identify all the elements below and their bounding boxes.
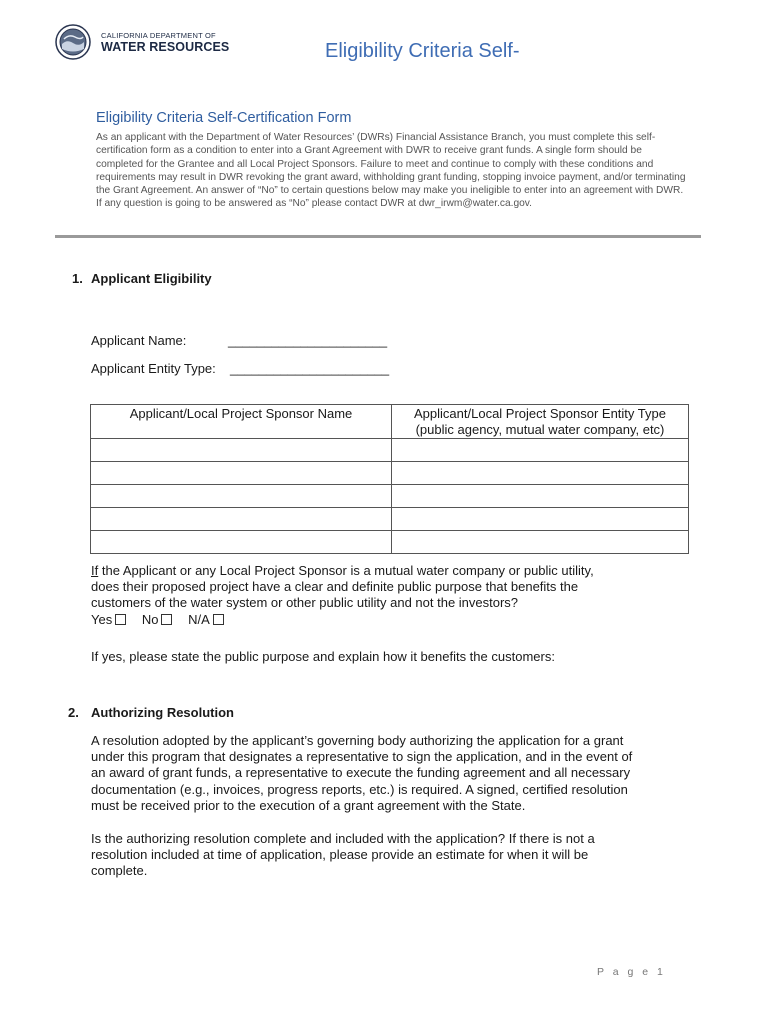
applicant-entity-type-field[interactable]: ______________________ [230,361,390,376]
table-row [91,485,689,508]
org-name-line1: CALIFORNIA DEPARTMENT OF [101,31,216,40]
table-header-row [91,405,689,439]
public-purpose-prompt: If yes, please state the public purpose and explain how it benefits the customers: [91,649,555,664]
page-number: P a g e 1 [597,966,666,978]
table-row [91,462,689,485]
sponsor-name-cell[interactable] [91,462,392,485]
entity-type-cell[interactable] [392,508,689,531]
applicant-entity-type-label: Applicant Entity Type: [91,361,216,376]
column-header-entity-type [392,405,689,439]
applicant-name-field[interactable]: ______________________ [228,333,388,348]
section-divider [55,235,701,238]
document-title: Eligibility Criteria Self- [325,40,520,62]
sponsor-name-cell[interactable] [91,531,392,554]
yes-checkbox[interactable] [115,614,126,625]
sponsor-name-cell[interactable] [91,508,392,531]
applicant-name-label: Applicant Name: [91,333,187,348]
entity-type-cell[interactable] [392,485,689,508]
resolution-question-line: complete. [91,863,148,879]
resolution-line: documentation (e.g., invoices, progress reports, etc.) is required. A signed, certified resolution [91,781,628,797]
resolution-line: under this program that designates a representative to sign the application, and in the event of [91,749,633,765]
question-line-2: does their proposed project have a clear and definite public purpose that benefits the [91,579,579,595]
table-row [91,508,689,531]
resolution-paragraph [91,733,691,814]
column-header-entity-type-line2: (public agency, mutual water company, etc) [415,422,665,437]
resolution-line: A resolution adopted by the applicant’s governing body authorizing the application for a grant [91,733,624,748]
question-line-1-rest: the Applicant or any Local Project Sponsor is a mutual water company or public utility, [98,563,594,578]
section-1-title: Applicant Eligibility [91,271,212,286]
section-2-title: Authorizing Resolution [91,705,234,720]
sponsor-table [90,404,689,554]
table-row [91,531,689,554]
org-name-line2: WATER RESOURCES [101,40,230,54]
option-na-label: N/A [188,611,210,627]
answer-options [91,612,671,628]
section-1-number: 1. [72,271,83,286]
section-2-number: 2. [68,705,79,720]
entity-type-cell[interactable] [392,462,689,485]
resolution-question [91,831,691,880]
no-checkbox[interactable] [161,614,172,625]
na-checkbox[interactable] [213,614,224,625]
resolution-line: must be received prior to the execution of a grant agreement with the State. [91,797,526,813]
column-header-sponsor-name: Applicant/Local Project Sponsor Name [91,405,392,439]
dwr-seal-logo [55,24,91,60]
entity-type-cell[interactable] [392,531,689,554]
resolution-question-line: resolution included at time of application, please provide an estimate for when it will be [91,847,589,863]
question-line-1 [91,563,671,579]
question-line-3: customers of the water system or other public utility and not the investors? [91,595,519,611]
question-if-word: If [91,563,99,578]
resolution-question-line: Is the authorizing resolution complete and included with the application? If there is not a [91,831,595,846]
form-title: Eligibility Criteria Self-Certification Form [96,110,352,126]
resolution-line: an award of grant funds, a representative to execute the funding agreement and all necessary [91,765,631,781]
option-yes-label: Yes [91,611,113,627]
sponsor-name-cell[interactable] [91,439,392,462]
table-row [91,439,689,462]
entity-type-cell[interactable] [392,439,689,462]
intro-paragraph: As an applicant with the Department of Water Resources’ (DWRs) Financial Assistance Branch, you must complete this self-certification form as a condition to enter into a Grant Agreement with DWR to receive grant funds. A single form should be completed for the Grantee and all Local Project Sponsors. Failure to meet and continue to comply with these conditions and requirements may result in DWR revoking the grant award, withholding grant funding, stopping invoice payment, and/or terminating the Grant Agreement. An answer of “No” to certain questions below may make you ineligible to enter into an agreement with DWR. If any question is going to be answered as “No” please contact DWR at dwr_irwm@water.ca.gov. [96,132,686,210]
option-no-label: No [141,611,159,627]
mutual-water-question [91,563,671,628]
sponsor-name-cell[interactable] [91,485,392,508]
column-header-entity-type-line1: Applicant/Local Project Sponsor Entity Type [414,406,666,421]
